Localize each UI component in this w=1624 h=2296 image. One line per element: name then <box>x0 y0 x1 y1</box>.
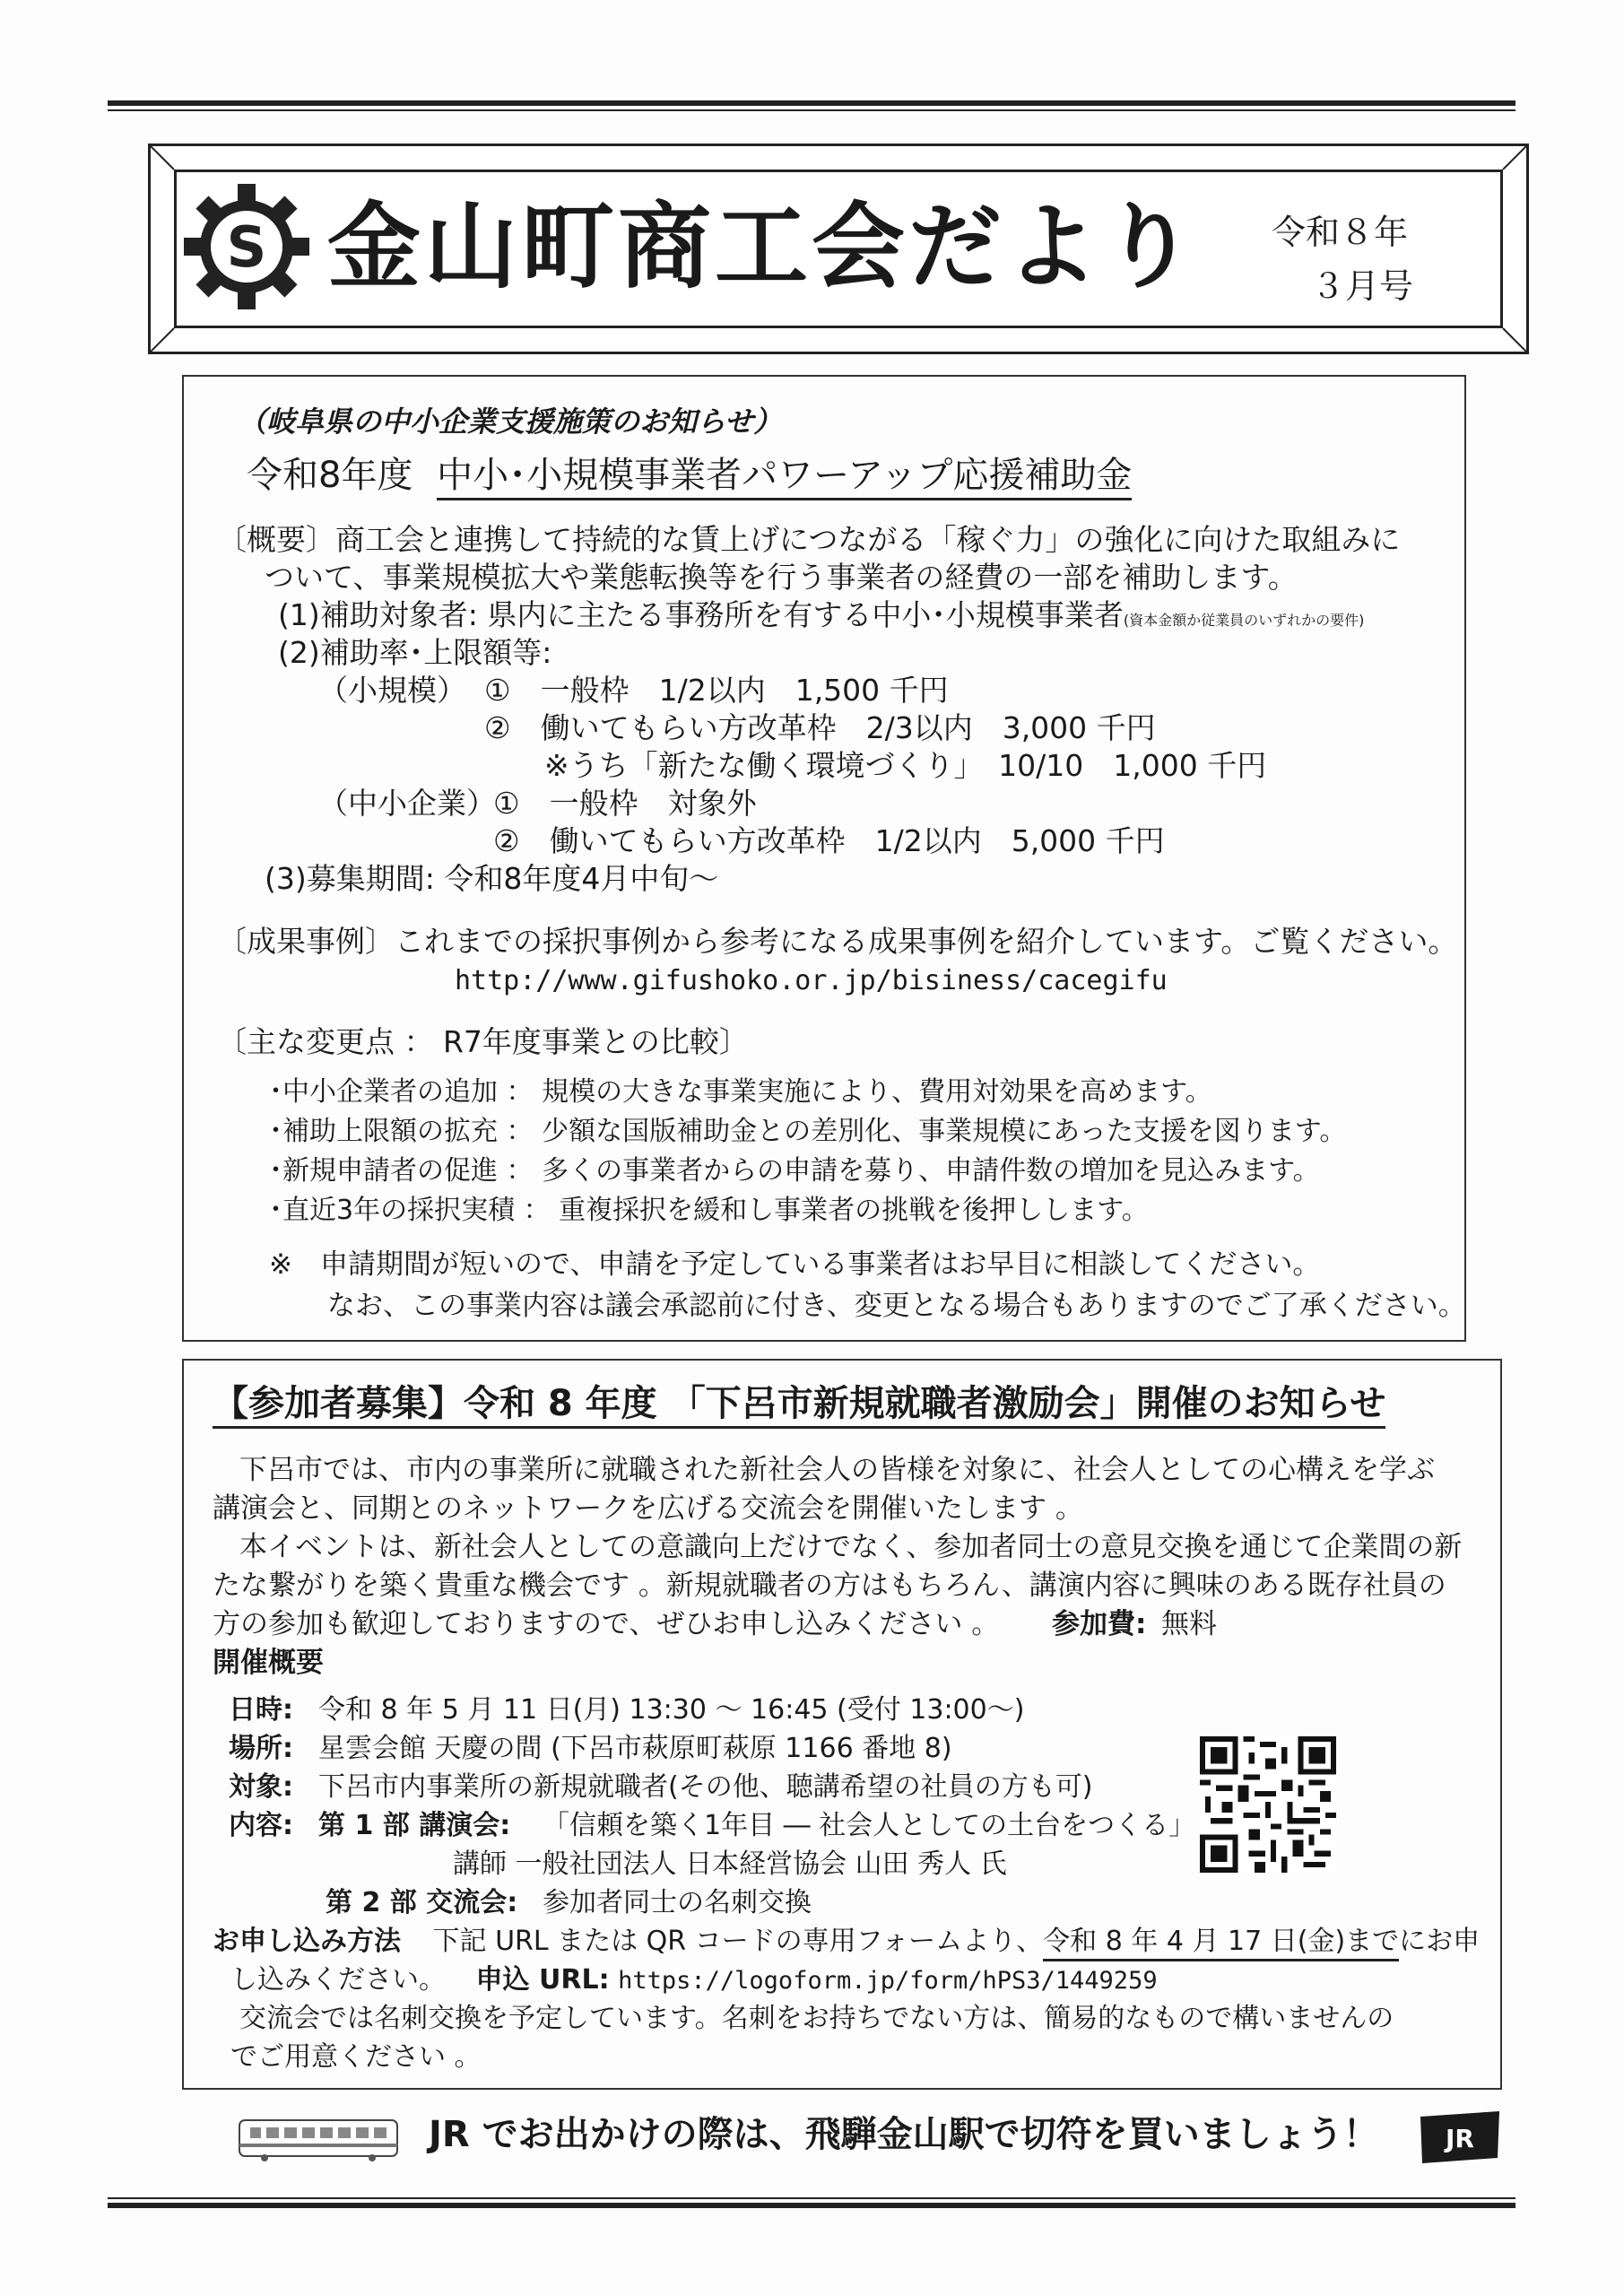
event-para-1a: 下呂市では、市内の事業所に就職された新社会人の皆様を対象に、社会人としての心構えを学ぶ <box>239 1454 1435 1486</box>
change-item: ･新規申請者の促進 ： 多くの事業者からの申請を募り、申請件数の増加を見込みます。 <box>269 1155 1320 1187</box>
apply-url[interactable]: https://logoform.jp/form/hPS3/1449259 <box>618 1967 1158 1995</box>
jr-stamp-icon <box>1419 2109 1501 2165</box>
stamp-text: JR <box>1446 2124 1474 2153</box>
event-box <box>182 1359 1502 2090</box>
gear-logo-icon <box>184 184 309 309</box>
change-item: ･中小企業者の追加 ： 規模の大きな事業実施により、費用対効果を高めます。 <box>269 1076 1212 1108</box>
part1-value: 「信頼を築く1年目 ― 社会人としての土台をつくる」 <box>543 1810 1196 1841</box>
target-text: (1)補助対象者: 県内に主たる事務所を有する中小･小規模事業者 <box>278 597 1124 632</box>
qr-code-icon[interactable] <box>1200 1736 1336 1873</box>
issue-month: ３月号 <box>1311 266 1414 306</box>
subsidy-notice: （岐阜県の中小企業支援施策のお知らせ） <box>238 404 783 439</box>
sme-item-2: ② 働いてもらい方改革枠 1/2以内 5,000 千円 <box>493 823 1165 858</box>
footer-message: JR でお出かけの際は、飛騨金山駅で切符を買いましょう！ <box>429 2114 1379 2155</box>
bottom-rule <box>108 2203 1515 2208</box>
target-value: 下呂市内事業所の新規就職者(その他、聴講希望の社員の方も可) <box>318 1771 1093 1803</box>
apply-deadline: 令和 8 年 4 月 17 日(金)まで <box>1043 1926 1399 1961</box>
part2-label: 第 2 部 交流会: <box>326 1887 518 1918</box>
date-label: 日時: <box>229 1694 293 1726</box>
lecturer: 講師 一般社団法人 日本経営協会 山田 秀人 氏 <box>453 1848 1007 1880</box>
subsidy-box <box>182 375 1466 1342</box>
event-para-2b: たな繋がりを築く貴重な機会です 。新規就職者の方はもちろん、講演内容に興味のある既存社員の <box>213 1570 1446 1602</box>
event-para-2a: 本イベントは、新社会人としての意識向上だけでなく、参加者同士の意見交換を通じて企業間の新 <box>239 1531 1463 1563</box>
subsidy-year: 令和8年度 <box>247 455 413 496</box>
note-line-2: なお、この事業内容は議会承認前に付き、変更となる場合もありますのでご了承ください。 <box>327 1290 1466 1322</box>
rate-heading: (2)補助率･上限額等: <box>278 635 552 670</box>
small-item-2: ② 働いてもらい方改革枠 2/3以内 3,000 千円 <box>484 710 1156 745</box>
note-line-1: ※ 申請期間が短いので、申請を予定している事業者はお早目に相談してください。 <box>269 1248 1321 1281</box>
top-rule-thin <box>108 109 1515 111</box>
issue-year: 令和８年 <box>1272 213 1409 252</box>
apply-url-label: 申込 URL: <box>475 1964 610 1996</box>
subsidy-title: 中小･小規模事業者パワーアップ応援補助金 <box>437 455 1132 500</box>
sme-item-1: ① 一般枠 対象外 <box>493 786 757 821</box>
fee-value: 無料 <box>1161 1608 1217 1640</box>
small-item-2-note: ※うち「新たな働く環境づくり」 10/10 1,000 千円 <box>544 748 1267 783</box>
masthead-title: 金山町商工会だより <box>327 192 1200 301</box>
event-para-2c: 方の参加も歓迎しておりますので、ぜひお申し込みください 。 <box>213 1608 1000 1640</box>
cases-line: 〔成果事例〕これまでの採択事例から参考になる成果事例を紹介しています。ご覧ください。 <box>217 924 1458 959</box>
change-item: ･補助上限額の拡充 ： 少額な国版補助金との差別化、事業規模にあった支援を図ります。 <box>269 1116 1347 1147</box>
part1-label: 第 1 部 講演会: <box>318 1810 511 1841</box>
small-label: （小規模） <box>318 673 466 708</box>
date-value: 令和 8 年 5 月 11 日(月) 13:30 ～ 16:45 (受付 13:00～) <box>318 1694 1025 1726</box>
sme-label: （中小企業） <box>318 786 496 821</box>
apply-text-1: 下記 URL または QR コードの専用フォームより、 <box>432 1926 1044 1957</box>
top-rule <box>108 100 1515 106</box>
period-line: (3)募集期間: 令和8年度4月中旬～ <box>265 861 719 896</box>
change-item: ･直近3年の採択実積 ： 重複採択を緩和し事業者の挑戦を後押しします。 <box>269 1195 1149 1226</box>
overview-heading: 開催概要 <box>213 1647 324 1679</box>
apply-text-2: にお申 <box>1399 1926 1481 1957</box>
overview-line-2: ついて、事業規模拡大や業態転換等を行う事業者の経費の一部を補助します。 <box>265 560 1298 595</box>
part2-value: 参加者同士の名刺交換 <box>543 1887 812 1918</box>
target-line <box>278 597 1364 639</box>
content-label: 内容: <box>229 1810 293 1841</box>
apply-text-3: し込みください。 <box>230 1964 446 1996</box>
event-para-1b: 講演会と、同期とのネットワークを広げる交流会を開催いたします 。 <box>213 1492 1083 1525</box>
apply-line <box>213 1924 1480 1960</box>
place-value: 星雲会館 天慶の間 (下呂市萩原町萩原 1166 番地 8) <box>318 1733 952 1764</box>
target-note: (資本金額か従業員のいずれかの要件) <box>1123 612 1365 629</box>
bottom-rule-thin <box>108 2197 1515 2199</box>
place-label: 場所: <box>229 1733 293 1764</box>
apply-line-2 <box>230 1962 1158 1999</box>
cases-url[interactable]: http://www.gifushoko.or.jp/bisiness/cacegifu <box>455 965 1168 996</box>
card-note-1: 交流会では名刺交換を予定しています。名刺をお持ちでない方は、簡易的なもので構いませんの <box>239 2003 1394 2034</box>
event-title: 【参加者募集】令和 8 年度 「下呂市新規就職者激励会」開催のお知らせ <box>213 1383 1385 1429</box>
fee-label: 参加費: <box>1052 1608 1147 1640</box>
subsidy-heading <box>247 455 1133 496</box>
apply-label: お申し込み方法 <box>213 1926 401 1957</box>
train-icon <box>238 2115 399 2163</box>
changes-heading: 〔主な変更点 ： R7年度事業との比較〕 <box>217 1024 749 1059</box>
target-label: 対象: <box>229 1771 293 1803</box>
overview-line-1: 〔概要〕商工会と連携して持続的な賃上げにつながる「稼ぐ力」の強化に向けた取組みに <box>217 522 1401 557</box>
small-item-1: ① 一般枠 1/2以内 1,500 千円 <box>484 673 949 708</box>
card-note-2: でご用意ください 。 <box>230 2041 482 2073</box>
logo-letter: S <box>226 214 267 280</box>
